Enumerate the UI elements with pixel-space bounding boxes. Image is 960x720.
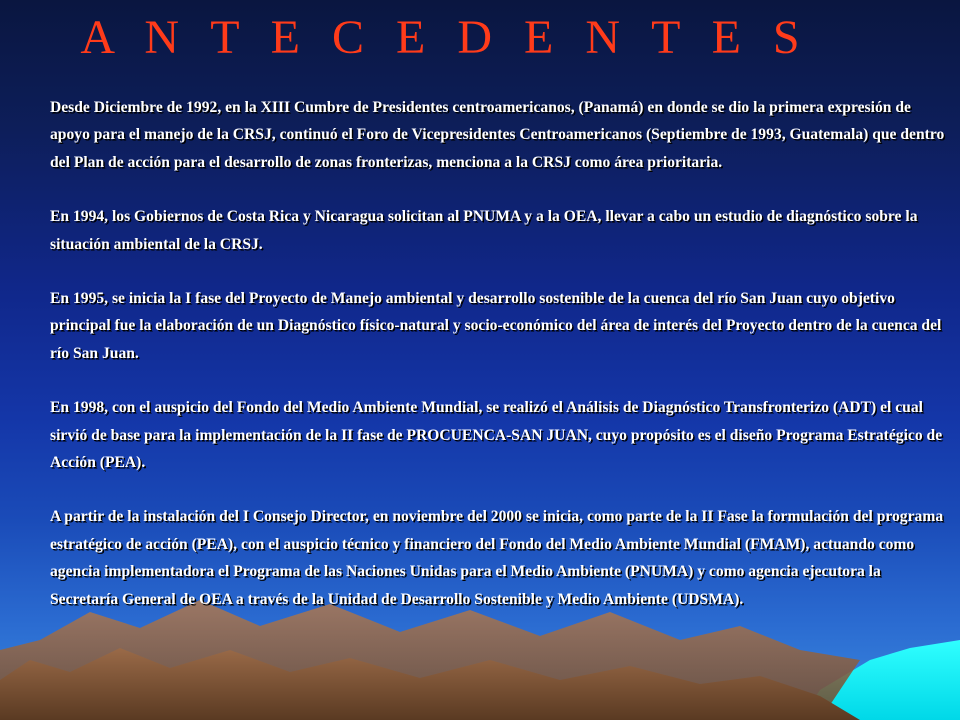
paragraph-1995: En 1995, se inicia la I fase del Proyecto de Manejo ambiental y desarrollo sostenible de la cuenca del río San Juan cuyo objetivo principal fue la elaboración de un Diagnóstico físico-natural y socio-económico del área de interés del Proyecto dentro de la cuenca del río San Juan. bbox=[50, 290, 942, 362]
body-text bbox=[50, 94, 950, 613]
paragraph-1992: Desde Diciembre de 1992, en la XIII Cumbre de Presidentes centroamericanos, (Panamá) en donde se dio la primera expresión de apoyo para el manejo de la CRSJ, continuó el Foro de Vicepresidentes Centroamericanos (Septiembre de 1993, Guatemala) que dentro del Plan de acción para el desarrollo de zonas fronterizas, menciona a la CRSJ como área prioritaria. bbox=[50, 99, 945, 171]
paragraph-2000: A partir de la instalación del I Consejo Director, en noviembre del 2000 se inicia, como parte de la II Fase la formulación del programa estratégico de acción (PEA), con el auspicio técnico y financiero del Fondo del Medio Ambiente Mundial (FMAM), actuando como agencia implementadora el Programa de las Naciones Unidas para el Medio Ambiente (PNUMA) y como agencia ejecutora la Secretaría General de OEA a través de la Unidad de Desarrollo Sostenible y Medio Ambiente (UDSMA). bbox=[50, 508, 944, 608]
paragraph-1994: En 1994, los Gobiernos de Costa Rica y Nicaragua solicitan al PNUMA y a la OEA, llevar a cabo un estudio de diagnóstico sobre la situación ambiental de la CRSJ. bbox=[50, 208, 918, 253]
paragraph-1998: En 1998, con el auspicio del Fondo del Medio Ambiente Mundial, se realizó el Análisis de Diagnóstico Transfronterizo (ADT) el cual sirvió de base para la implementación de la II fase de PROCUENCA-SAN JUAN, cuyo propósito es el diseño Programa Estratégico de Acción (PEA). bbox=[50, 399, 943, 472]
slide-title: A N T E C E D E N T E S bbox=[80, 11, 810, 64]
